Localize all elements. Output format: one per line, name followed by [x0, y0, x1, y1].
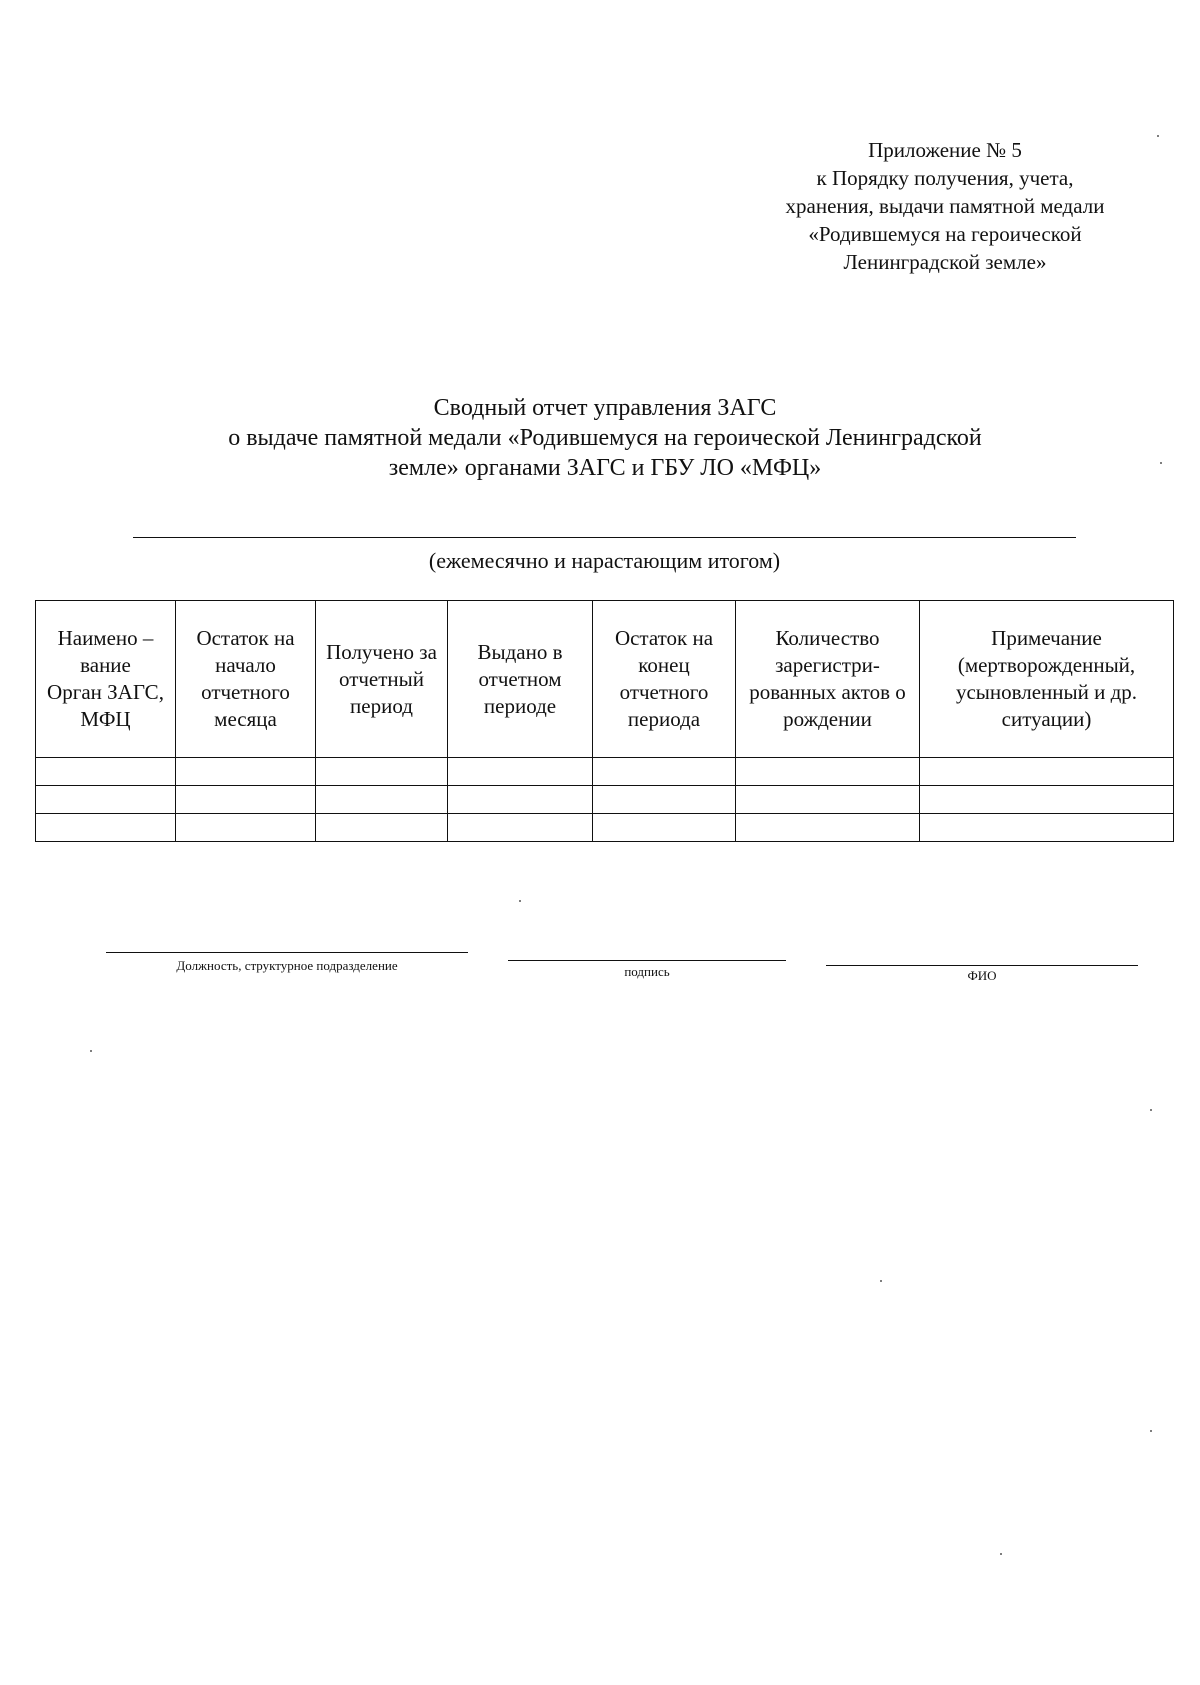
- appendix-line: Приложение № 5: [868, 138, 1022, 162]
- scan-speck: [1150, 1109, 1152, 1111]
- signature-label: подпись: [624, 964, 670, 979]
- table-cell[interactable]: [736, 758, 920, 786]
- title-line: о выдаче памятной медали «Родившемуся на героической Ленинградской: [228, 425, 982, 451]
- column-header-note: Примечание (мертворожденный, усыновленный и др. ситуации): [920, 601, 1174, 758]
- table-cell[interactable]: [176, 758, 316, 786]
- table-cell[interactable]: [448, 758, 593, 786]
- column-header-received: Получено за отчетный период: [316, 601, 448, 758]
- appendix-line: к Порядку получения, учета,: [816, 166, 1074, 190]
- table-cell[interactable]: [593, 786, 736, 814]
- table-cell[interactable]: [316, 814, 448, 842]
- appendix-line: хранения, выдачи памятной медали: [785, 194, 1105, 218]
- table-cell[interactable]: [593, 814, 736, 842]
- name-label: ФИО: [967, 968, 997, 983]
- title-line: земле» органами ЗАГС и ГБУ ЛО «МФЦ»: [388, 455, 822, 481]
- table-cell[interactable]: [36, 786, 176, 814]
- position-signature-line: [106, 952, 468, 953]
- table-cell[interactable]: [736, 786, 920, 814]
- table-row: [36, 814, 1174, 842]
- column-header-opening-balance: Остаток на начало отчетного месяца: [176, 601, 316, 758]
- scan-speck: [1150, 1430, 1152, 1432]
- scan-speck: [1157, 135, 1159, 137]
- table-cell[interactable]: [316, 758, 448, 786]
- name-signature-line: [826, 965, 1138, 966]
- table-cell[interactable]: [316, 786, 448, 814]
- table-cell[interactable]: [36, 814, 176, 842]
- table-cell[interactable]: [176, 814, 316, 842]
- appendix-block: [740, 136, 1150, 276]
- table-cell[interactable]: [920, 786, 1174, 814]
- document-title: [40, 393, 1170, 483]
- table-cell[interactable]: [448, 814, 593, 842]
- appendix-line: «Родившемуся на героической: [808, 222, 1082, 246]
- table-cell[interactable]: [736, 814, 920, 842]
- table-cell[interactable]: [176, 786, 316, 814]
- signature-line: [508, 960, 786, 961]
- scan-speck: [1000, 1553, 1002, 1555]
- scan-speck: [90, 1050, 92, 1052]
- table-header-row: [36, 601, 1174, 758]
- report-table: [35, 600, 1174, 842]
- column-header-issued: Выдано в отчетном периоде: [448, 601, 593, 758]
- table-cell[interactable]: [448, 786, 593, 814]
- scan-speck: [1160, 462, 1162, 464]
- scan-speck: [880, 1280, 882, 1282]
- table-cell[interactable]: [593, 758, 736, 786]
- column-header-birth-records: Количество зарегистри- рованных актов о рождении: [736, 601, 920, 758]
- title-line: Сводный отчет управления ЗАГС: [433, 395, 777, 421]
- table-row: [36, 786, 1174, 814]
- position-label: Должность, структурное подразделение: [176, 958, 398, 973]
- column-header-closing-balance: Остаток на конец отчетного периода: [593, 601, 736, 758]
- table-row: [36, 758, 1174, 786]
- scan-speck: [519, 900, 521, 902]
- column-header-name: Наимено – вание Орган ЗАГС, МФЦ: [36, 601, 176, 758]
- table-cell[interactable]: [920, 758, 1174, 786]
- table-cell[interactable]: [920, 814, 1174, 842]
- appendix-line: Ленинградской земле»: [843, 250, 1047, 274]
- table-body: [36, 758, 1174, 842]
- period-note: (ежемесячно и нарастающим итогом): [428, 548, 781, 573]
- organization-fill-line: [133, 537, 1076, 538]
- table-cell[interactable]: [36, 758, 176, 786]
